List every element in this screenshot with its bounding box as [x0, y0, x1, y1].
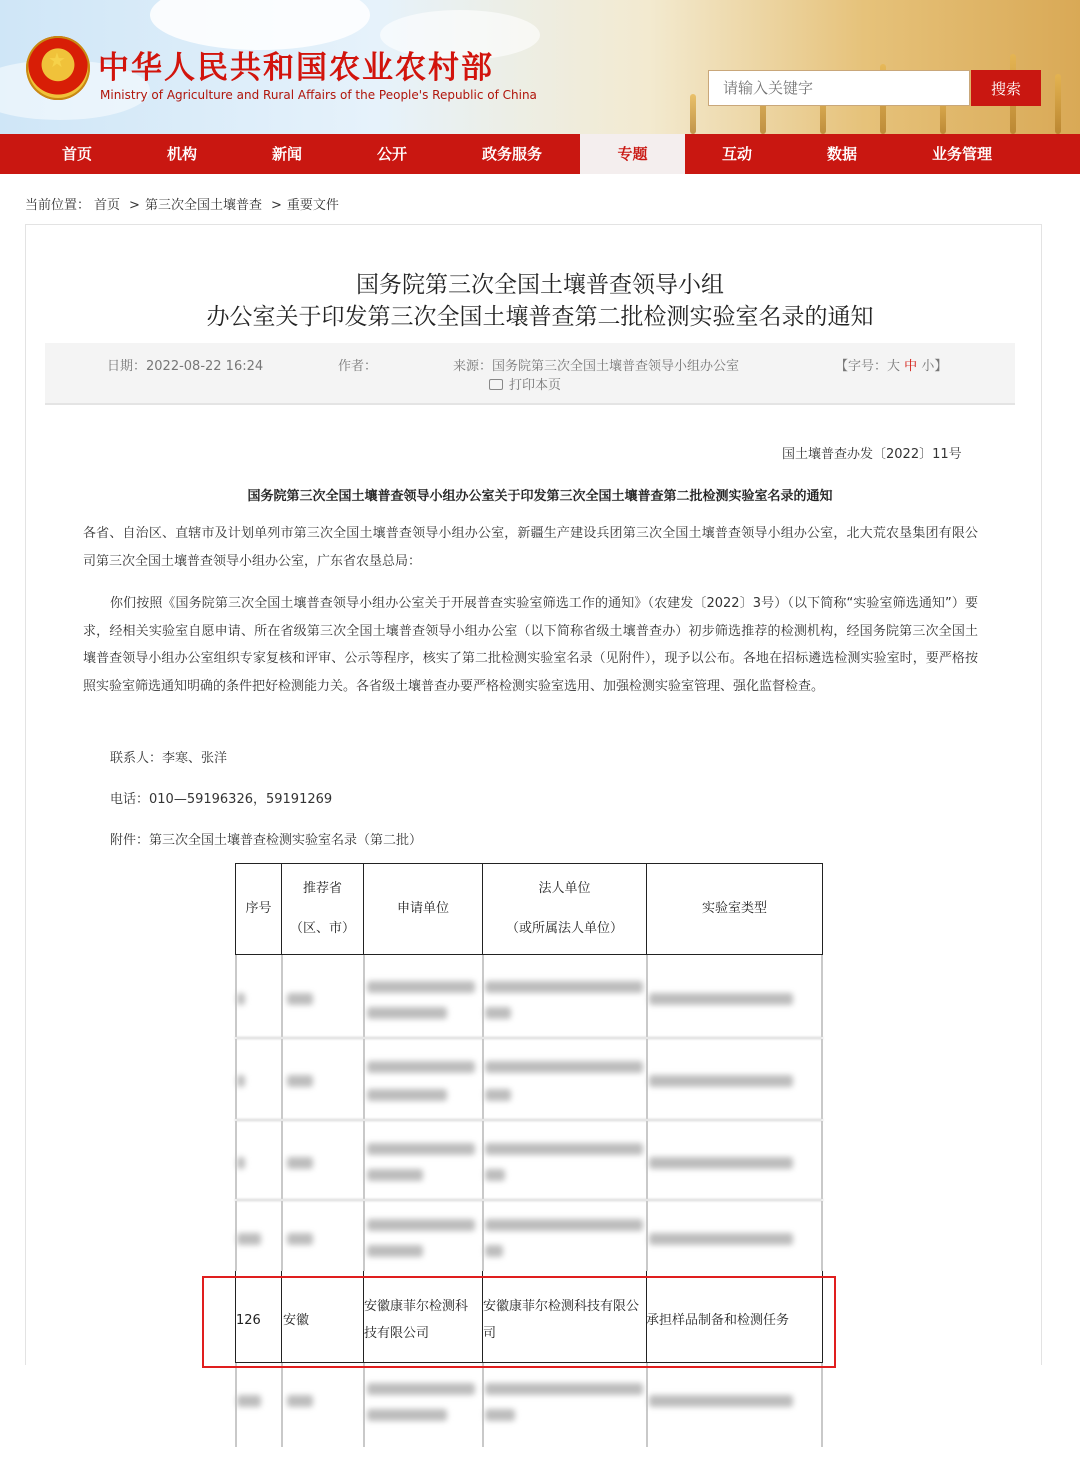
- attachment-line[interactable]: 附件：第三次全国土壤普查检测实验室名录（第二批）: [110, 833, 423, 848]
- addressee-paragraph: 各省、自治区、直辖市及计划单列市第三次全国土壤普查领导小组办公室，新疆生产建设兵团第三次全国土壤普查领导小组办公室，北大荒农垦集团有限公司第三次全国土壤普查领导小组办公室，广东省农垦总局：: [83, 526, 978, 569]
- table-row-blurred: [235, 1121, 823, 1199]
- contact-line: 联系人：李寒、张洋: [110, 751, 228, 766]
- nav-item-business-management[interactable]: 业务管理: [931, 145, 992, 163]
- nav-item-news[interactable]: 新闻: [271, 145, 302, 163]
- breadcrumb-separator: >: [129, 198, 140, 213]
- banner-wheat: [1055, 74, 1061, 134]
- nav-item-interaction[interactable]: 互动: [721, 145, 752, 163]
- font-size-control: [835, 355, 947, 374]
- highlighted-lab-type: 承担样品制备和检测任务: [646, 1313, 790, 1328]
- table-header-seq-label: 序号: [245, 901, 272, 916]
- nav-item-public[interactable]: 公开: [376, 145, 407, 163]
- table-row-blurred: [235, 1201, 823, 1271]
- search-button[interactable]: 搜索: [971, 70, 1041, 106]
- nav-item-topics[interactable]: 专题: [580, 134, 685, 174]
- document-number: 国土壤普查办发〔2022〕11号: [782, 447, 962, 462]
- breadcrumb-prefix: 当前位置：: [25, 198, 91, 213]
- main-nav: [0, 134, 1080, 174]
- font-size-large[interactable]: 大: [887, 359, 901, 374]
- site-title[interactable]: 中华人民共和国农业农村部: [98, 50, 494, 86]
- breadcrumb: [25, 194, 343, 213]
- table-header-legal-line1: 法人单位: [538, 881, 591, 896]
- breadcrumb-soil-census[interactable]: 第三次全国土壤普查: [144, 198, 262, 213]
- banner-wheat: [690, 94, 696, 134]
- table-header-applicant: [363, 863, 483, 955]
- phone-line: 电话：010—59196326，59191269: [110, 792, 333, 807]
- table-header-province-line1: 推荐省: [302, 881, 342, 896]
- article-title-line2: 办公室关于印发第三次全国土壤普查第二批检测实验室名录的通知: [206, 304, 874, 330]
- table-header-legal-entity: [482, 863, 647, 955]
- highlighted-province: 安徽: [283, 1313, 310, 1328]
- breadcrumb-separator: >: [270, 198, 282, 213]
- highlighted-legal-line2: 司: [483, 1326, 497, 1341]
- printer-icon: [489, 379, 503, 390]
- header-banner: [0, 0, 1080, 134]
- table-header-legal-line2: （或所属法人单位）: [505, 921, 623, 936]
- breadcrumb-home[interactable]: 首页: [94, 198, 121, 213]
- article-title-line1: 国务院第三次全国土壤普查领导小组: [356, 272, 724, 298]
- body-paragraph: 你们按照《国务院第三次全国土壤普查领导小组办公室关于开展普查实验室筛选工作的通知》（农建发〔2022〕3号）（以下简称“实验室筛选通知”）要求，经相关实验室自愿申请、所在省级第三次全国土壤普查领导小组办公室（以下简称省级土壤普查办）初步筛选推荐的检测机构，经国务院第三次全国土壤普查领导小组办公室组织专家复核和评审、公示等程序，核实了第二批检测实验室名录（见附件），现予以公布。各地在招标遴选检测实验室时，要严格按照实验室筛选通知明确的条件把好检测能力关。各省级土壤普查办要严格检测实验室选用、加强检测实验室管理、强化监督检查。: [83, 596, 978, 694]
- nav-item-organization[interactable]: 机构: [166, 145, 197, 163]
- highlighted-seq: 126: [236, 1313, 261, 1328]
- highlight-box: [202, 1276, 836, 1368]
- font-size-suffix: 】: [934, 359, 948, 374]
- highlighted-applicant-line2: 技有限公司: [364, 1326, 430, 1341]
- print-label: 打印本页: [509, 378, 562, 393]
- national-emblem-logo[interactable]: ★: [26, 36, 90, 100]
- table-row-blurred: [235, 1039, 823, 1119]
- table-row-blurred: [235, 1363, 823, 1447]
- print-link[interactable]: [489, 374, 561, 393]
- nav-item-data[interactable]: 数据: [826, 145, 857, 163]
- font-size-small[interactable]: 小: [921, 359, 935, 374]
- breadcrumb-important-documents[interactable]: 重要文件: [286, 198, 339, 213]
- table-row-blurred: [235, 955, 823, 1037]
- highlighted-applicant-line1: 安徽康菲尔检测科: [364, 1299, 469, 1314]
- article-meta-bar: [45, 343, 1015, 405]
- site-subtitle: Ministry of Agriculture and Rural Affairs of the People's Republic of China: [100, 88, 537, 102]
- nav-item-government-services[interactable]: 政务服务: [481, 145, 542, 163]
- table-header-province: [281, 863, 364, 955]
- article-source: 来源：国务院第三次全国土壤普查领导小组办公室: [453, 359, 740, 374]
- article-author: 作者：: [338, 359, 378, 374]
- highlighted-legal-line1: 安徽康菲尔检测科技有限公: [483, 1299, 640, 1314]
- table-header-lab-type: [646, 863, 823, 955]
- article-date: 日期：2022-08-22 16:24: [107, 359, 264, 374]
- table-header-seq: [235, 863, 282, 955]
- nav-item-home[interactable]: 首页: [61, 145, 92, 163]
- document-subtitle: 国务院第三次全国土壤普查领导小组办公室关于印发第三次全国土壤普查第二批检测实验室名录的通知: [247, 489, 833, 504]
- font-size-prefix: 【字号：: [835, 359, 888, 374]
- font-size-medium[interactable]: 中: [904, 359, 918, 374]
- table-header-province-line2: （区、市）: [289, 921, 355, 936]
- table-header-applicant-label: 申请单位: [396, 901, 449, 916]
- search-input[interactable]: [708, 70, 970, 106]
- table-header-lab-type-label: 实验室类型: [701, 901, 767, 916]
